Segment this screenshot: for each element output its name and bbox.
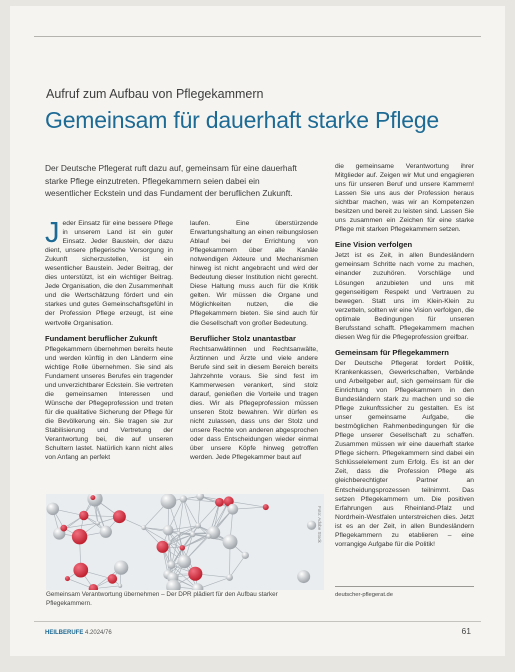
network-node bbox=[163, 525, 173, 535]
network-illustration bbox=[46, 494, 324, 590]
bottom-rule bbox=[34, 621, 481, 622]
text-column-3 bbox=[335, 162, 474, 549]
section-heading: Gemeinsam für Pflegekammern bbox=[335, 348, 474, 358]
section-heading: Beruflicher Stolz unantastbar bbox=[190, 334, 318, 344]
network-node bbox=[263, 504, 269, 510]
network-node bbox=[177, 532, 181, 536]
column-intro: die gemeinsame Verantwortung ihrer Mitglieder auf. Zeigen wir Mut und engagieren uns für unseren Beruf und unsere Kammern! Lassen Sie uns aus der Profession heraus sichtbar machen, was wir an Kompetenzen besitzen und bereit zu leisten sind. Lassen Sie uns zusammen ein Zeichen für eine starke Pflege mit starken Pflegekammern setzen. bbox=[335, 162, 474, 234]
network-node bbox=[297, 570, 310, 583]
network-node bbox=[196, 494, 204, 500]
photo-credit: Foto: Adobe Stock bbox=[317, 506, 322, 543]
column-body: Jetzt ist es Zeit, in allen Bundesländern gemeinsam Schritte nach vorne zu machen, einander zuzuhören. Vorschläge und Lösungen anzubieten und uns mit gegenseitigem Respekt und Vertrauen zu bewegen. Statt uns im Klein-Klein zu verzetteln, sollten wir eine Vision verfolgen, die optimale Bedingungen für unseren Berufsstand schafft. Pflegekammern machen diesen Weg für die Pflegeprofession greifbar. bbox=[335, 251, 474, 341]
network-node bbox=[161, 494, 177, 509]
network-link bbox=[183, 499, 192, 534]
network-node bbox=[190, 532, 195, 537]
network-node bbox=[73, 563, 88, 578]
magazine-name: HEILBERUFE bbox=[45, 630, 83, 636]
article-kicker: Aufruf zum Aufbau von Pflegekammern bbox=[46, 87, 263, 101]
network-node bbox=[60, 525, 67, 532]
network-node bbox=[100, 526, 112, 538]
column-intro: eder Einsatz für eine bessere Pflege in unserem Land ist ein guter Einsatz. Jeder Baustein, der dazu dient, unsere pflegerische Versorgung in Zukunft sicherzustellen, ist ein wesentlicher Baustein. Jeder Beitrag, der dies unterstützt, ist ein wichtiger Beitrag. Jede Organisation, die den Zusammenhalt und die Wertschätzung fördert und ein starkes und gutes Gemeinschaftsgefühl in der Profession Pflege erzeugt, ist eine wertvolle Organisation. bbox=[45, 220, 173, 327]
network-node bbox=[90, 495, 95, 500]
text-column-2 bbox=[190, 219, 318, 462]
top-rule bbox=[34, 36, 481, 37]
column-intro: laufen. Eine überstürzende Erwartungshaltung an einen reibungslosen Ablauf bei der Errichtung von Pflegekammern über alle Kanäle notwendigen Akteure und Mechanismen hinweg ist nicht angebracht und wird der Bedeutung dieser Institution nicht gerecht. Diese Haltung muss auch für die Kritik gelten. Wir müssen die Organe und Möglichkeiten nutzen, die die Pflegekammern bieten. Sie sind auch für die Gesellschaft von großer Bedeutung. bbox=[190, 219, 318, 328]
column-body: Rechtsanwältinnen und Rechtsanwälte, Ärztinnen und Ärzte und viele andere Berufe sind seit in diesem Bereich bereits Jahrzehnte voraus. Sie sind fest im Kammerwesen verankert, sind stolz darauf, genießen die Vorteile und tragen dies. Wir als Pflegeprofession müssen unseren Stolz bewahren. Wir dürfen es nicht zulassen, dass uns der Stolz und unsere Rechte von anderen abgesprochen oder dass Entscheidungen wieder einmal über unsere Köpfe hinweg getroffen werden. Jede Pflegekammer baut auf bbox=[190, 345, 318, 463]
network-node bbox=[47, 503, 59, 515]
network-link bbox=[230, 555, 246, 577]
network-node bbox=[65, 576, 70, 581]
network-node bbox=[180, 495, 187, 502]
network-node bbox=[195, 523, 201, 529]
network-node bbox=[167, 561, 175, 569]
network-node bbox=[141, 525, 146, 530]
network-node bbox=[215, 498, 224, 507]
issue-number: 4.2024/76 bbox=[85, 630, 112, 636]
text-column-1 bbox=[45, 219, 173, 462]
network-node bbox=[188, 567, 202, 581]
network-node bbox=[192, 583, 204, 590]
network-node bbox=[223, 534, 238, 549]
network-node bbox=[226, 574, 233, 581]
article-lead: Der Deutsche Pflegerat ruft dazu auf, gemeinsam für eine dauerhaft starke Pflege einzutreten. Pflegekammern seien dabei ein wesentlicher Eckstein und das Fundament der beruflichen Zukunft. bbox=[45, 162, 307, 200]
network-node bbox=[72, 529, 87, 544]
page-number: 61 bbox=[462, 626, 471, 636]
network-node bbox=[79, 511, 88, 520]
network-link bbox=[64, 523, 98, 528]
network-node bbox=[89, 584, 98, 590]
network-node bbox=[180, 545, 185, 550]
network-node bbox=[114, 560, 128, 574]
network-node bbox=[118, 584, 122, 588]
network-node bbox=[157, 541, 169, 553]
network-link bbox=[183, 499, 198, 526]
section-heading: Fundament beruflicher Zukunft bbox=[45, 334, 173, 344]
network-node bbox=[113, 510, 126, 523]
network-node bbox=[96, 521, 100, 525]
column-body: Pflegekammern übernehmen bereits heute und werden künftig in den Länderm eine wichtige Rolle übernehmen. Sie sind als Fundament unseres Berufes ein tragender und unverzichtbarer Eckstein. Sie vertreten die gemeinsamen Interessen und Wünsche der Pflegeprofession und treten für die qualitative Sicherung der Pflege für die Bevölkerung ein. Sie tragen sie zur Stabilisierung und Vertretung der Verantwortung bei, die auf unseren Schultern lastet. Natürlich kann nicht alles von Anfang an perfekt bbox=[45, 345, 173, 463]
section-heading: Eine Vision verfolgen bbox=[335, 240, 474, 250]
network-node bbox=[178, 555, 191, 568]
network-photo bbox=[46, 494, 324, 590]
page-footer bbox=[45, 630, 112, 636]
article-title: Gemeinsam für dauerhaft starke Pflege bbox=[45, 107, 439, 134]
url-rule bbox=[335, 586, 474, 587]
drop-cap: J bbox=[45, 221, 60, 245]
column-body: Der Deutsche Pflegerat fordert Politik, Krankenkassen, Gewerkschaften, Verbände und Arbeitgeber auf, sich gemeinsam für die Einrichtung von Pflegekammern in den Bundesländern stark zu machen und so die Pflege zukunftssicher zu gestalten. Es ist unser gemeinsame Aufgabe, die bestmöglichen Rahmenbedingungen für die Pflege unserer Gesellschaft zu schaffen. Zusammen müssen wir eine dauerhaft starke Pflege sichern. Pflegekammern sind dabei ein Schlüsselelement zum Erfolg. Es ist an der Zeit, dass die Profession Pflege als gleichberechtigter Partner an Entscheidungsprozessen teilnimmt. Das setzen Pflegekammern um. Die positiven Erfahrungen aus Rheinland-Pfalz und Nordrhein-Westfalen unterstreichen dies. Jetzt ist es an der Zeit, in allen Bundesländern Pflegekammern zu etablieren – eine vorrangige Aufgabe für die Politik! bbox=[335, 359, 474, 549]
network-node bbox=[166, 580, 181, 590]
network-node bbox=[242, 552, 249, 559]
network-node bbox=[307, 521, 316, 530]
network-node bbox=[227, 504, 238, 515]
figure-caption: Gemeinsam Verantwortung übernehmen – Der DPR plädiert für den Aufbau starker Pflegekammern. bbox=[46, 591, 324, 608]
source-url: deutscher-pflegerat.de bbox=[335, 592, 393, 598]
network-node bbox=[108, 574, 118, 584]
network-node bbox=[206, 534, 211, 539]
magazine-page bbox=[10, 6, 505, 656]
